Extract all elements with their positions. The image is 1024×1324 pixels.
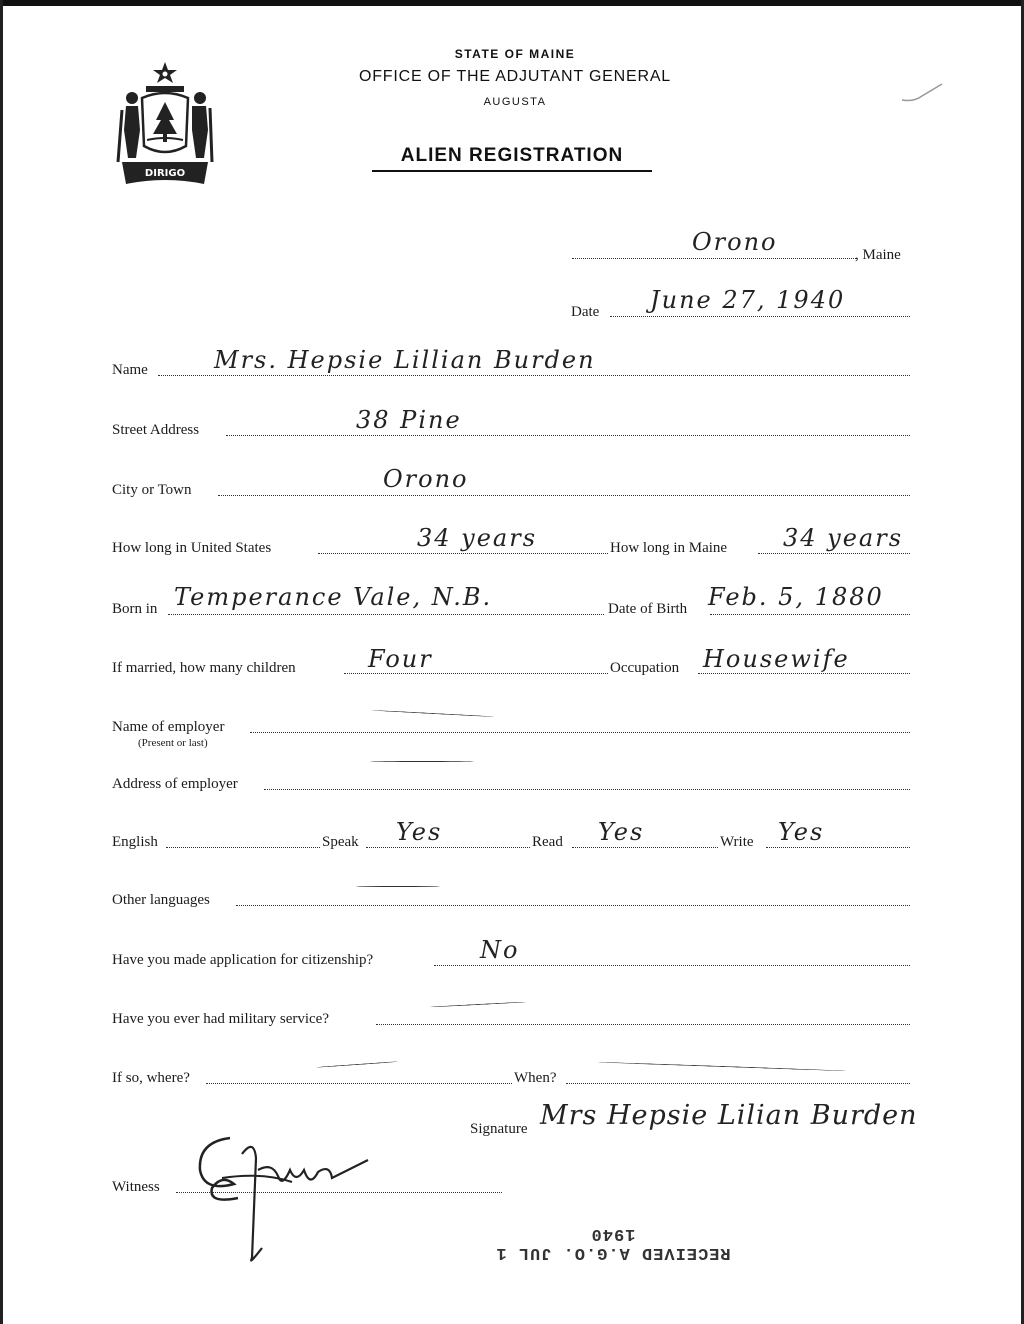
write-value: Yes bbox=[778, 818, 825, 846]
name-label: Name bbox=[112, 362, 148, 378]
signature-value: Mrs Hepsie Lilian Burden bbox=[540, 1100, 918, 1131]
employer-address-line bbox=[264, 789, 910, 790]
city-line bbox=[218, 495, 910, 496]
read-value: Yes bbox=[598, 818, 645, 846]
witness-signature-icon bbox=[182, 1118, 372, 1268]
citizenship-value: No bbox=[480, 936, 520, 964]
where-line bbox=[206, 1083, 512, 1084]
form-title: ALIEN REGISTRATION bbox=[400, 145, 624, 166]
where-label: If so, where? bbox=[112, 1070, 190, 1086]
location-suffix: , Maine bbox=[855, 247, 901, 263]
military-line bbox=[376, 1024, 910, 1025]
header-state: STATE OF MAINE bbox=[454, 47, 576, 61]
employer-address-dash bbox=[370, 761, 474, 762]
english-line bbox=[166, 847, 320, 848]
us-duration-label: How long in United States bbox=[112, 540, 272, 556]
employer-line bbox=[250, 732, 910, 733]
city-label: City or Town bbox=[112, 482, 192, 498]
speak-line bbox=[366, 847, 530, 848]
street-label: Street Address bbox=[112, 422, 200, 438]
write-line bbox=[766, 847, 910, 848]
employer-sublabel: (Present or last) bbox=[138, 737, 208, 749]
check-mark-icon bbox=[898, 82, 948, 106]
name-line bbox=[158, 375, 910, 376]
state-seal-icon bbox=[112, 58, 218, 188]
employer-dash bbox=[372, 710, 494, 717]
when-dash bbox=[598, 1062, 846, 1072]
city-value: Orono bbox=[383, 465, 469, 493]
us-duration-value: 34 years bbox=[417, 524, 538, 552]
location-value: Orono bbox=[692, 228, 778, 256]
speak-value: Yes bbox=[396, 818, 443, 846]
citizenship-line bbox=[434, 965, 910, 966]
street-line bbox=[226, 435, 910, 436]
dob-line bbox=[710, 614, 910, 615]
other-languages-label: Other languages bbox=[112, 892, 210, 908]
scan-left-edge bbox=[0, 0, 3, 1324]
other-languages-line bbox=[236, 905, 910, 906]
military-dash bbox=[430, 1001, 526, 1007]
born-line bbox=[168, 614, 604, 615]
children-line bbox=[344, 673, 608, 674]
dob-label: Date of Birth bbox=[608, 601, 688, 617]
born-value: Temperance Vale, N.B. bbox=[174, 583, 493, 611]
maine-duration-value: 34 years bbox=[783, 524, 904, 552]
scan-top-edge bbox=[0, 0, 1024, 6]
name-value: Mrs. Hepsie Lillian Burden bbox=[214, 346, 596, 374]
us-duration-line bbox=[318, 553, 608, 554]
military-label: Have you ever had military service? bbox=[112, 1011, 329, 1027]
employer-address-label: Address of employer bbox=[112, 776, 238, 792]
born-label: Born in bbox=[112, 601, 158, 617]
signature-label: Signature bbox=[470, 1121, 528, 1137]
read-line bbox=[572, 847, 718, 848]
where-dash bbox=[316, 1061, 398, 1068]
when-line bbox=[566, 1083, 910, 1084]
children-value: Four bbox=[368, 645, 433, 673]
english-label: English bbox=[112, 834, 158, 850]
received-stamp: RECEIVED A.G.O. JUL 1 1940 bbox=[495, 1224, 731, 1262]
title-underline bbox=[372, 170, 652, 172]
street-value: 38 Pine bbox=[356, 406, 462, 434]
other-languages-dash bbox=[356, 886, 440, 887]
occupation-line bbox=[698, 673, 910, 674]
occupation-label: Occupation bbox=[610, 660, 680, 676]
speak-label: Speak bbox=[322, 834, 359, 850]
header-city: AUGUSTA bbox=[483, 96, 547, 108]
date-line bbox=[610, 316, 910, 317]
employer-label: Name of employer bbox=[112, 719, 225, 735]
maine-duration-line bbox=[758, 553, 910, 554]
witness-label: Witness bbox=[112, 1179, 160, 1195]
children-label: If married, how many children bbox=[112, 660, 296, 676]
dob-value: Feb. 5, 1880 bbox=[708, 583, 884, 611]
maine-duration-label: How long in Maine bbox=[610, 540, 728, 556]
header-office: OFFICE OF THE ADJUTANT GENERAL bbox=[358, 68, 672, 85]
read-label: Read bbox=[532, 834, 563, 850]
date-label: Date bbox=[571, 304, 600, 320]
write-label: Write bbox=[720, 834, 754, 850]
location-line bbox=[572, 258, 856, 259]
date-value: June 27, 1940 bbox=[650, 286, 846, 314]
seal-motto: DIRIGO bbox=[144, 168, 186, 179]
occupation-value: Housewife bbox=[703, 645, 850, 673]
when-label: When? bbox=[514, 1070, 557, 1086]
citizenship-label: Have you made application for citizenship? bbox=[112, 952, 374, 968]
